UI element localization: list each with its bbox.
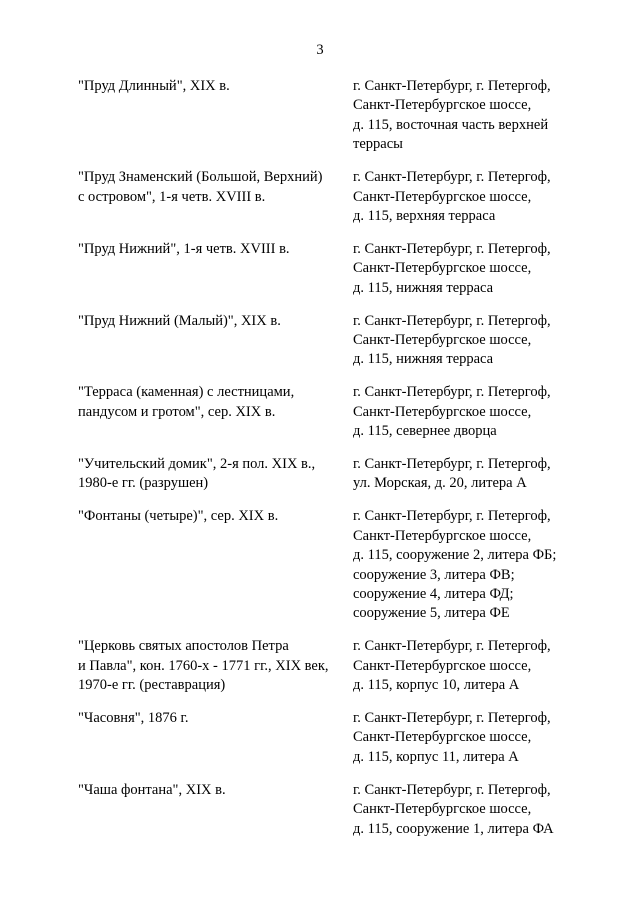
object-address: г. Санкт-Петербург, г. Петергоф, Санкт-Петербургское шоссе, д. 115, верхняя терраса (353, 169, 551, 224)
list-item (78, 709, 578, 767)
object-address: г. Санкт-Петербург, г. Петергоф, Санкт-Петербургское шоссе, д. 115, восточная часть верхней террасы (353, 78, 551, 153)
object-address: г. Санкт-Петербург, г. Петергоф, ул. Морская, д. 20, литера А (353, 456, 551, 492)
object-address: г. Санкт-Петербург, г. Петергоф, Санкт-Петербургское шоссе, д. 115, корпус 11, литера А (353, 709, 551, 765)
object-name: "Учительский домик", 2-я пол. XIX в., 1980-е гг. (разрушен) (78, 456, 316, 492)
object-name: "Часовня", 1876 г. (78, 709, 189, 726)
object-address: г. Санкт-Петербург, г. Петергоф, Санкт-Петербургское шоссе, д. 115, нижняя терраса (353, 312, 551, 368)
list-item (78, 383, 578, 441)
object-address: г. Санкт-Петербург, г. Петергоф, Санкт-Петербургское шоссе, д. 115, севернее дворца (353, 384, 551, 440)
object-name: "Терраса (каменная) с лестницами, пандусом и гротом", сер. XIX в. (78, 384, 295, 420)
list-item (78, 168, 578, 226)
object-name: "Церковь святых апостолов Петра и Павла", кон. 1760-х - 1771 гг., XIX век, 1970-е гг. (реставрация) (78, 638, 329, 694)
list-item (78, 507, 578, 623)
list-item (78, 240, 578, 298)
heritage-list (78, 77, 578, 852)
page-number: 3 (316, 42, 324, 58)
object-name: "Пруд Нижний (Малый)", XIX в. (78, 312, 281, 329)
list-item (78, 637, 578, 695)
object-name: "Пруд Нижний", 1-я четв. XVIII в. (78, 240, 290, 257)
list-item (78, 455, 578, 494)
object-address: г. Санкт-Петербург, г. Петергоф, Санкт-Петербургское шоссе, д. 115, нижняя терраса (353, 240, 551, 296)
list-item (78, 312, 578, 370)
object-address: г. Санкт-Петербург, г. Петергоф, Санкт-Петербургское шоссе, д. 115, корпус 10, литера А (353, 638, 551, 694)
object-name: "Фонтаны (четыре)", сер. XIX в. (78, 508, 279, 525)
object-name: "Чаша фонтана", XIX в. (78, 781, 226, 798)
list-item (78, 781, 578, 839)
object-address: г. Санкт-Петербург, г. Петергоф, Санкт-Петербургское шоссе, д. 115, сооружение 1, литера ФА (353, 781, 554, 837)
object-name: "Пруд Знаменский (Большой, Верхний) с островом", 1-я четв. XVIII в. (78, 169, 323, 205)
list-item (78, 77, 578, 155)
object-name: "Пруд Длинный", XIX в. (78, 78, 230, 94)
object-address: г. Санкт-Петербург, г. Петергоф, Санкт-Петербургское шоссе, д. 115, сооружение 2, литера ФБ; сооружение 3, литера ФВ; сооружение 4, литера ФД; сооружение 5, литера ФЕ (353, 508, 557, 622)
